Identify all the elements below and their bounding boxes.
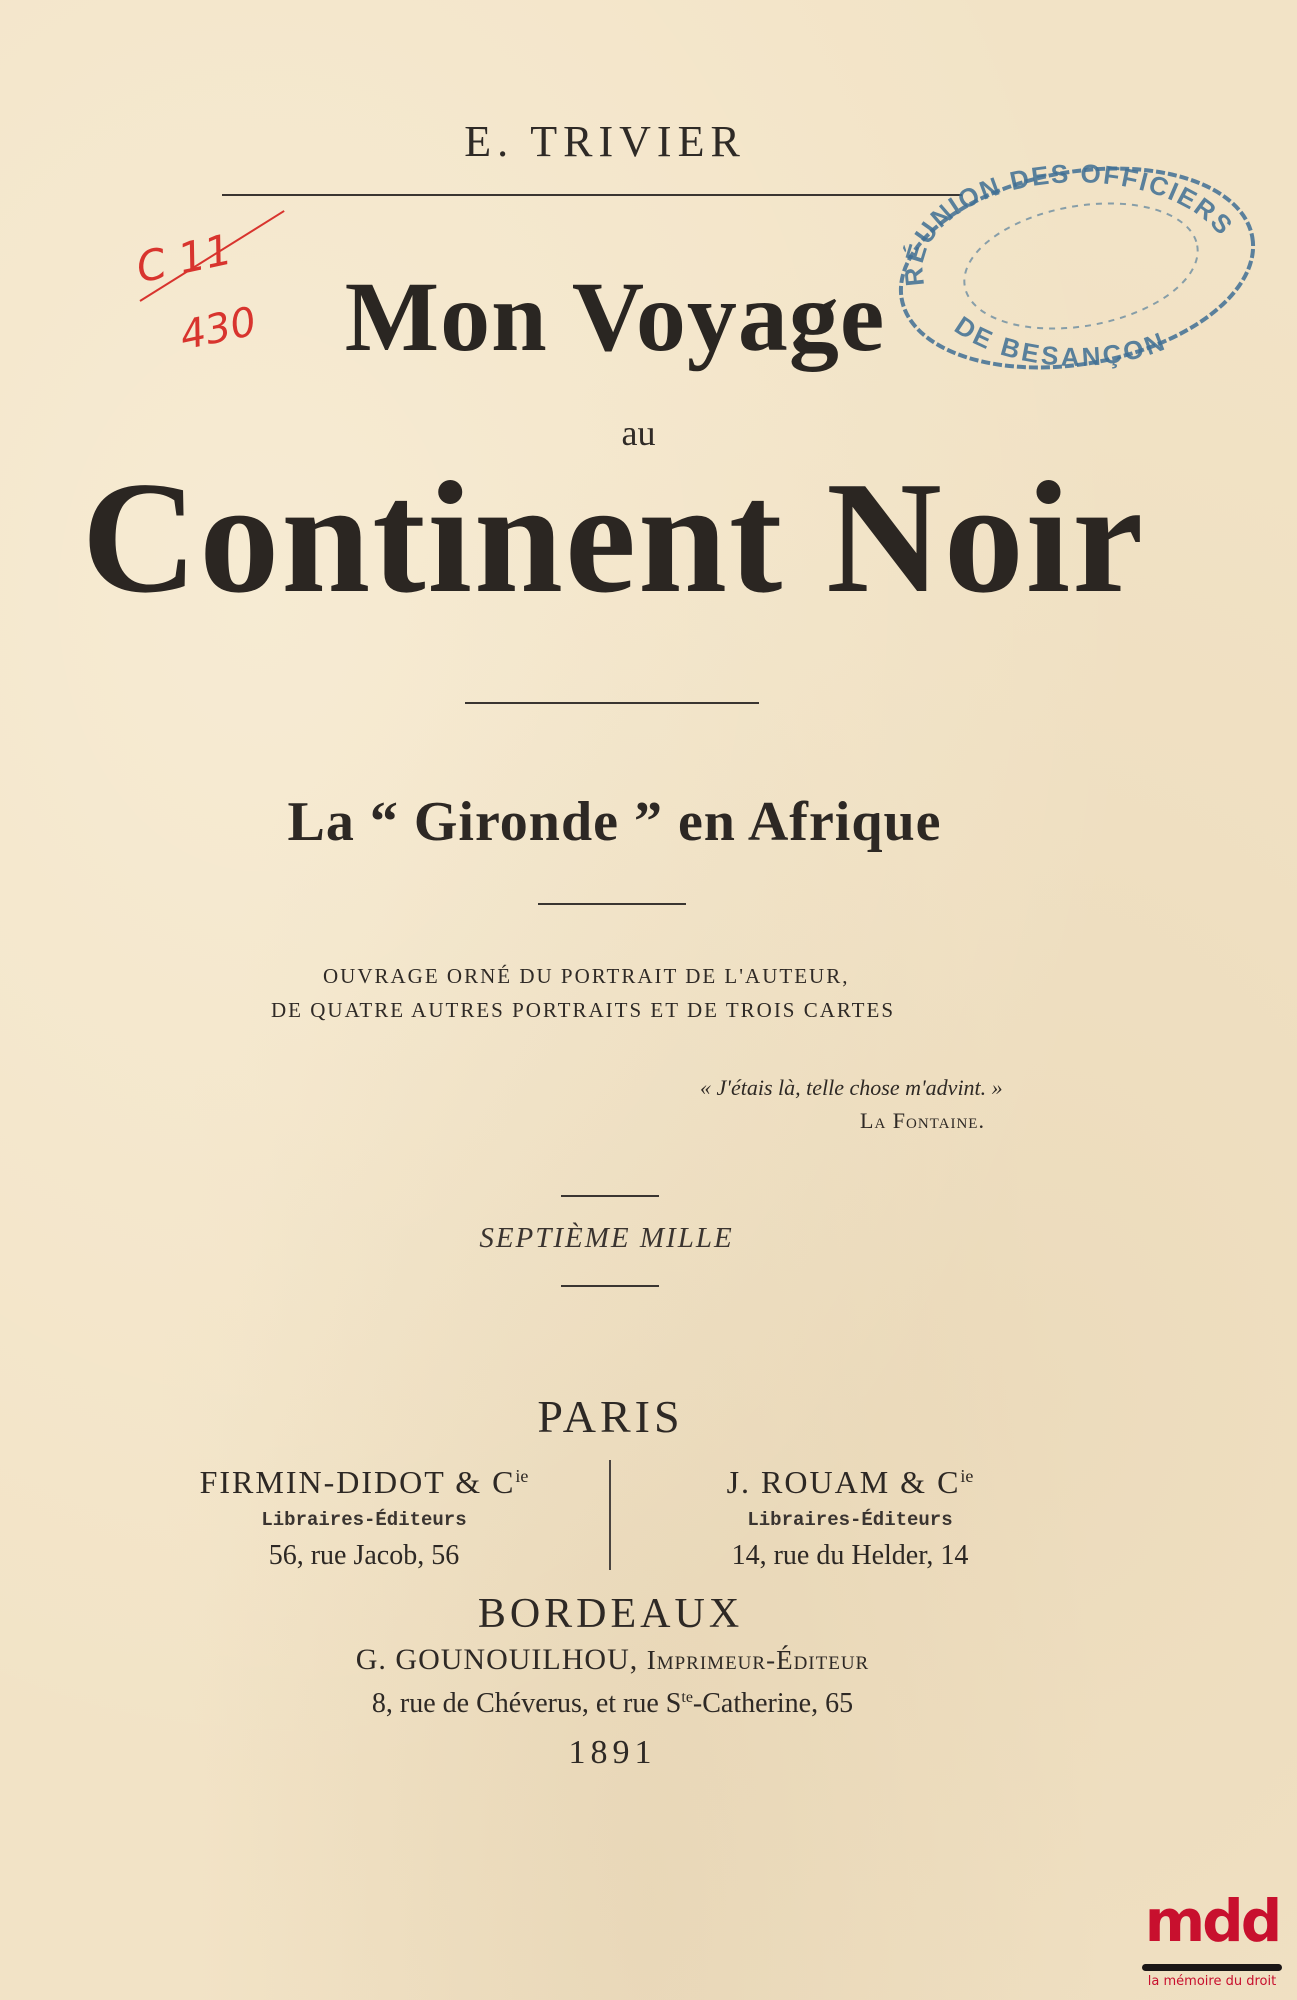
publisher-role: Libraires-Éditeurs xyxy=(747,1509,953,1531)
edition-label: SEPTIÈME MILLE xyxy=(479,1222,734,1254)
epigraph-attribution: La Fontaine. xyxy=(860,1108,985,1133)
edition-divider-bottom xyxy=(561,1285,659,1287)
publisher-name: J. ROUAM & $C^{ie}$ xyxy=(726,1464,974,1500)
subtitle: La “ Gironde ” en Afrique xyxy=(287,791,942,853)
author-divider xyxy=(222,194,962,196)
title-connector: au xyxy=(621,413,656,453)
edition-divider-top xyxy=(561,1195,659,1197)
mdd-logo[interactable] xyxy=(1132,1887,1292,1995)
printer-address: 8, rue de Chéverus, et rue $S^{te}$-Catherine, 65 xyxy=(371,1688,854,1719)
stamp-text-top: RÉUNION DES OFFICIERS xyxy=(898,160,1240,288)
title-line-2: Continent Noir xyxy=(81,448,1146,626)
logo-tagline: la mémoire du droit xyxy=(1147,1974,1277,1989)
publisher-address: 56, rue Jacob, 56 xyxy=(268,1540,460,1571)
ornamentation-line-2: DE QUATRE AUTRES PORTRAITS ET DE TROIS CARTES xyxy=(271,998,895,1022)
logo-bar xyxy=(1142,1964,1282,1971)
publication-year: 1891 xyxy=(568,1734,657,1771)
title-line-1: Mon Voyage xyxy=(344,261,886,372)
author-name: E. TRIVIER xyxy=(464,117,746,166)
logo-mark: mdd xyxy=(1144,1887,1280,1955)
printer-line xyxy=(0,1643,1261,1677)
printer-name: G. GOUNOUILHOU, xyxy=(355,1643,639,1676)
library-stamp-icon xyxy=(885,160,1265,375)
stamp-text-bottom: DE BESANÇON xyxy=(949,309,1171,372)
publisher-role: Libraires-Éditeurs xyxy=(261,1509,467,1531)
ornamentation-line-1: OUVRAGE ORNÉ DU PORTRAIT DE L'AUTEUR, xyxy=(323,964,850,988)
shelf-mark-bottom: 430 xyxy=(176,298,261,360)
epigraph-quote: « J'étais là, telle chose m'advint. » xyxy=(700,1075,1003,1100)
imprint-city-paris: PARIS xyxy=(537,1391,684,1442)
shelf-mark-top: C 11 xyxy=(131,224,237,293)
svg-text:RÉUNION DES OFFICIERS xyxy=(898,160,1240,287)
publisher-address: 14, rue du Helder, 14 xyxy=(731,1540,969,1571)
title-divider xyxy=(465,702,759,704)
printer-role: Imprimeur-Éditeur xyxy=(646,1645,870,1675)
publisher-name: FIRMIN-DIDOT & $C^{ie}$ xyxy=(199,1464,529,1500)
publisher-rouam xyxy=(610,1456,1090,1574)
subtitle-divider xyxy=(538,903,686,905)
publisher-firmin-didot xyxy=(124,1456,604,1574)
shelf-mark-annotation xyxy=(130,224,310,390)
imprint-city-bordeaux: BORDEAUX xyxy=(477,1591,744,1637)
